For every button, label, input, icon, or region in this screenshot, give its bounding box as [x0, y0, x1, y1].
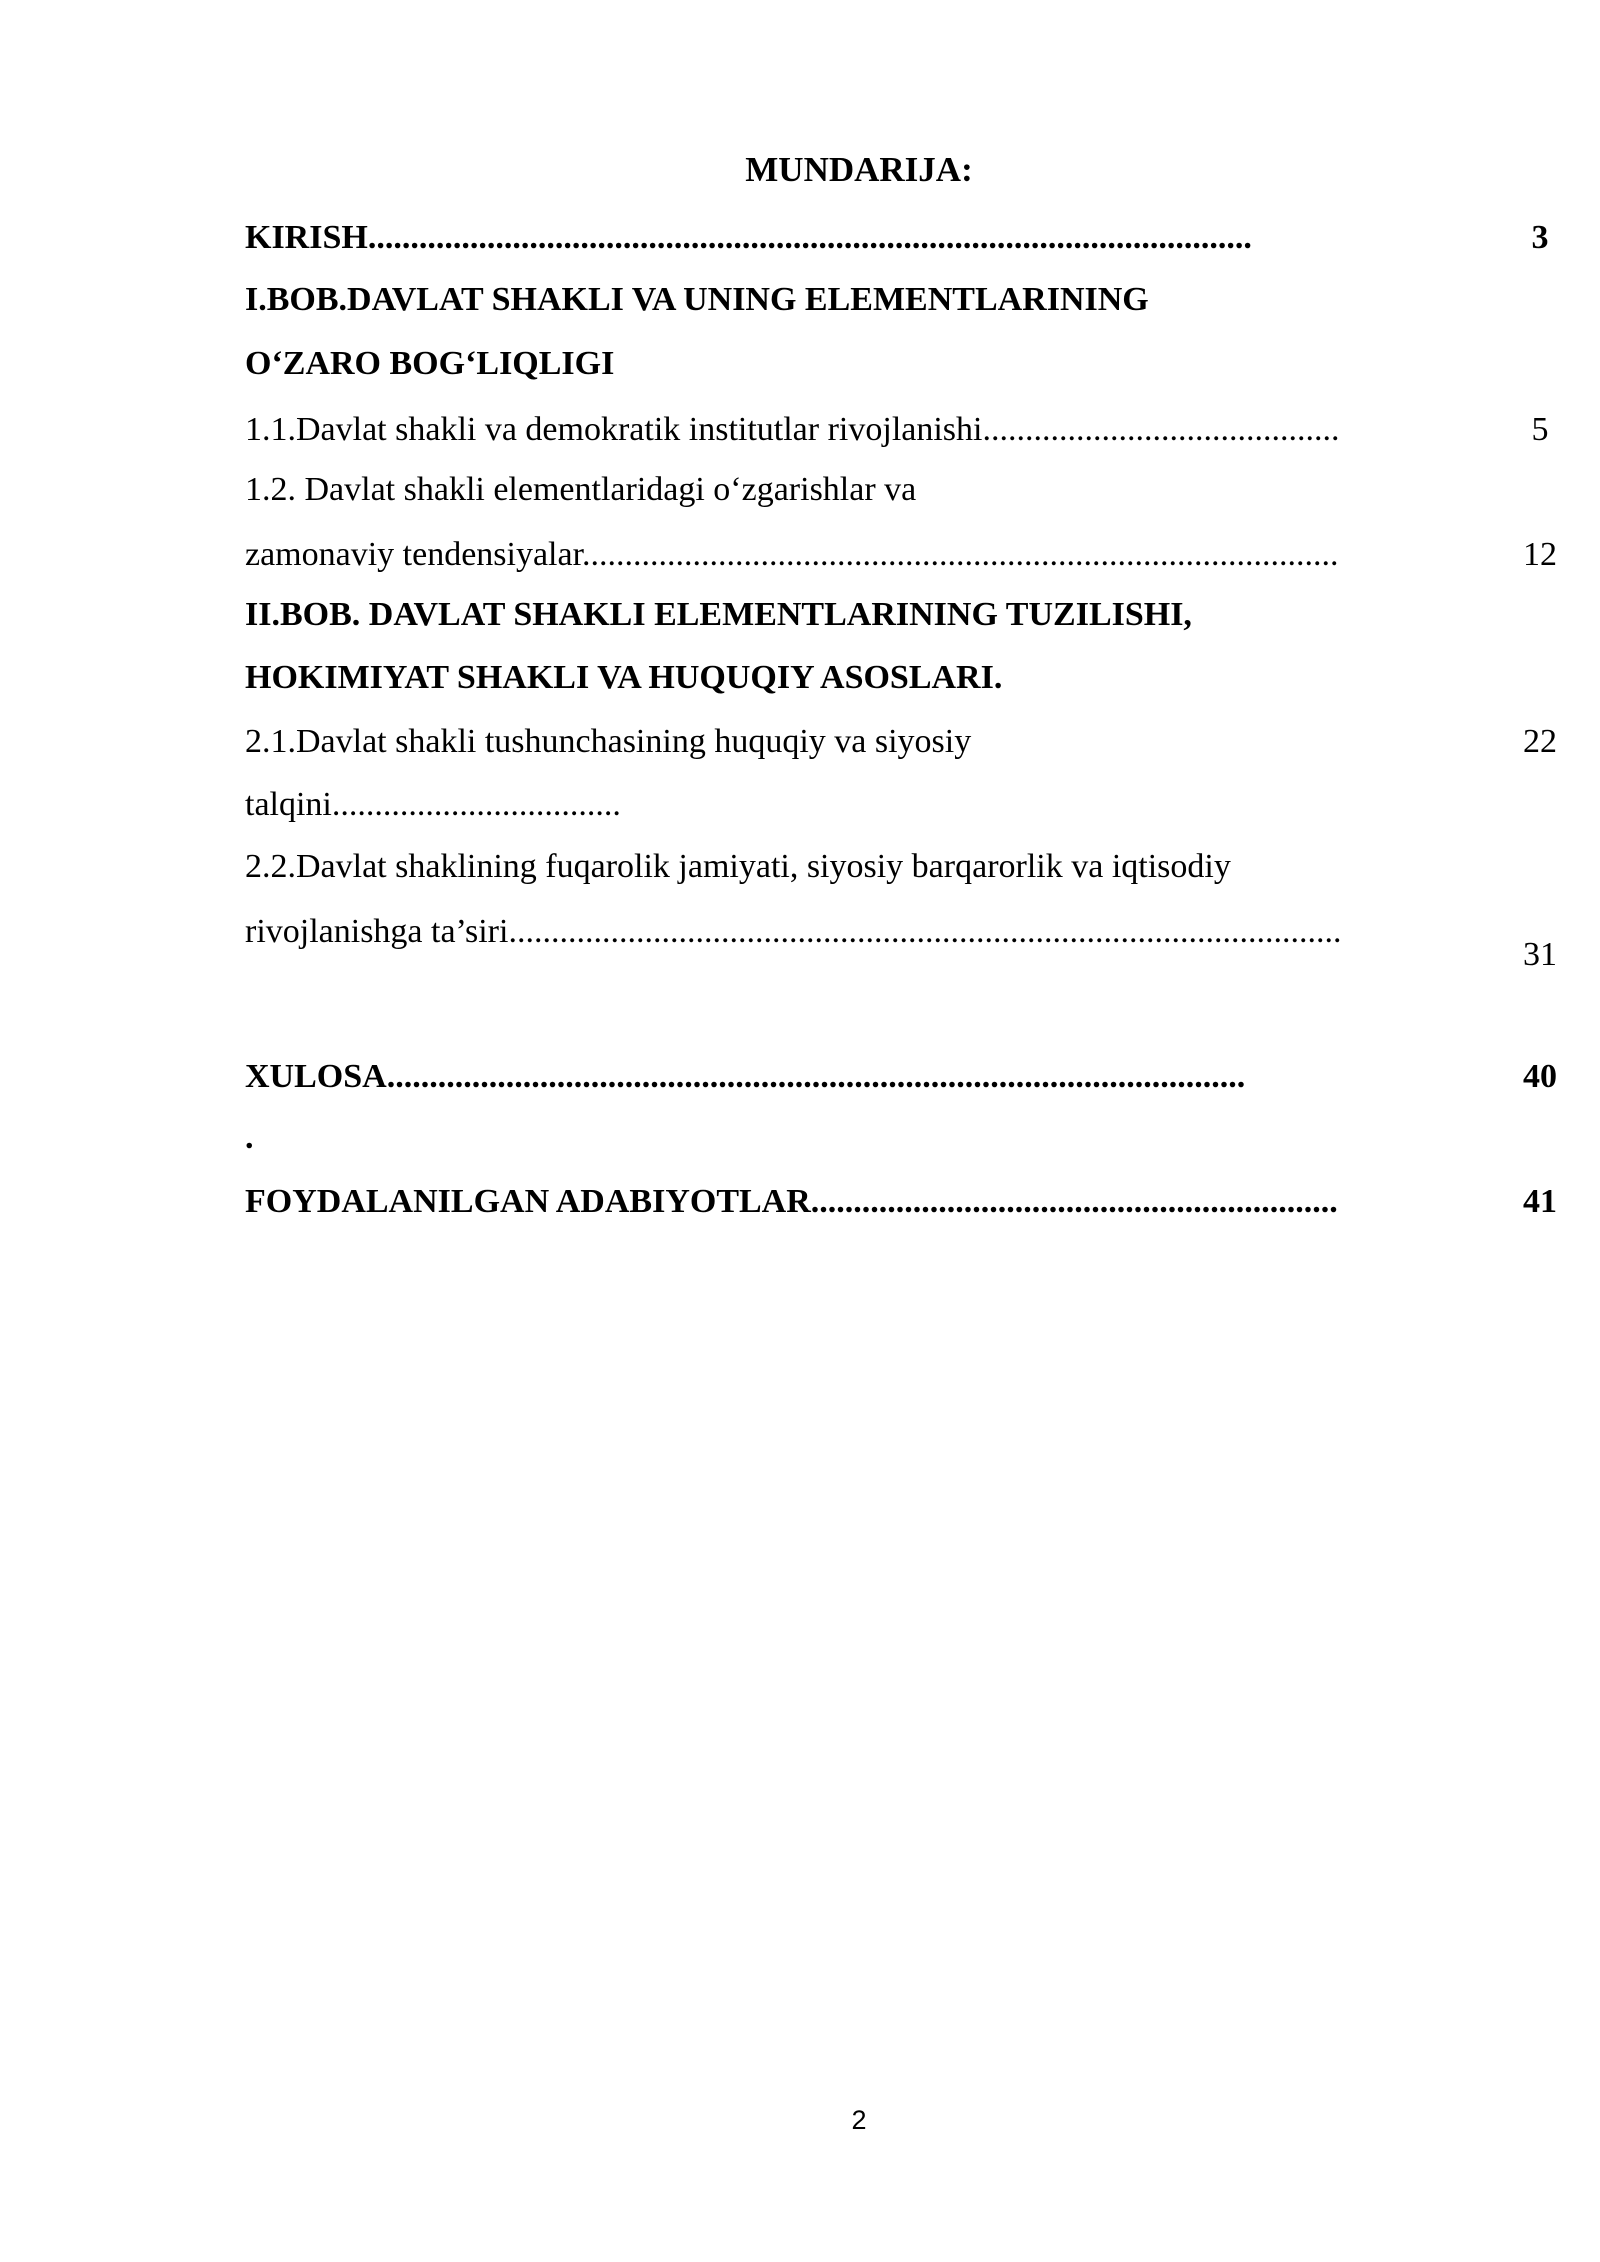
toc-entry-1-2-line2 — [245, 535, 1485, 576]
toc-entry-text: 1.1.Davlat shakli va demokratik institutlar rivojlanishi.......................................... — [245, 411, 1340, 448]
toc-entry-text: O‘ZARO BOG‘LIQLIGI — [245, 345, 615, 382]
toc-entry-text: I.BOB.DAVLAT SHAKLI VA UNING ELEMENTLARINING — [245, 281, 1149, 318]
toc-entry-text: 2.1.Davlat shakli tushunchasining huquqiy va siyosiy — [245, 723, 972, 760]
toc-entry-page: 40 — [1523, 1058, 1557, 1095]
toc-chapter-2-heading-line1 — [245, 595, 1485, 636]
toc-stray-dot — [245, 1118, 1485, 1159]
toc-entry-1-2-line1 — [245, 470, 1485, 511]
toc-entry-page: 22 — [1523, 723, 1557, 760]
toc-entry-text: 1.2. Davlat shakli elementlaridagi o‘zgarishlar va — [245, 471, 917, 508]
toc-entry-1-1 — [245, 410, 1485, 451]
toc-entry-page: 3 — [1531, 219, 1549, 256]
toc-entry-text: XULOSA..................................................................................................... — [245, 1058, 1246, 1095]
toc-entry-page: 12 — [1523, 536, 1557, 573]
toc-entry-text: II.BOB. DAVLAT SHAKLI ELEMENTLARINING TUZILISHI, — [245, 596, 1192, 633]
toc-entry-text: talqini.................................. — [245, 786, 621, 823]
toc-entry-text: rivojlanishga ta’siri.................................................................................................. — [245, 913, 1342, 950]
toc-chapter-1-heading-line2 — [245, 344, 1485, 385]
toc-entry-page: 5 — [1531, 411, 1549, 448]
toc-entry-text: . — [245, 1119, 254, 1156]
toc-entry-text: 2.2.Davlat shaklining fuqarolik jamiyati, siyosiy barqarorlik va iqtisodiy — [245, 848, 1231, 885]
toc-chapter-2-heading-line2 — [245, 658, 1485, 699]
toc-entry-text: KIRISH........................................................................................................ — [245, 219, 1252, 256]
toc-entry-references — [245, 1182, 1485, 1223]
toc-entry-2-2-line1 — [245, 847, 1485, 888]
toc-entry-xulosa — [245, 1057, 1485, 1098]
toc-entry-page: 41 — [1523, 1183, 1557, 1220]
toc-entry-page: 31 — [1523, 936, 1557, 973]
toc-entry-text: HOKIMIYAT SHAKLI VA HUQUQIY ASOSLARI. — [245, 659, 1003, 696]
toc-entry-2-1-line2 — [245, 785, 1485, 826]
toc-entry-text: zamonaviy tendensiyalar......................................................................................... — [245, 536, 1339, 573]
toc-entry-kirish — [245, 218, 1485, 259]
toc-entry-text: FOYDALANILGAN ADABIYOTLAR.............................................................. — [245, 1183, 1338, 1220]
toc-chapter-1-heading-line1 — [245, 280, 1485, 321]
toc-title: MUNDARIJA: — [745, 150, 973, 189]
page-number: 2 — [851, 2105, 867, 2135]
toc-entry-2-2-line2 — [245, 912, 1485, 953]
toc-entry-2-1-line1 — [245, 722, 1485, 763]
